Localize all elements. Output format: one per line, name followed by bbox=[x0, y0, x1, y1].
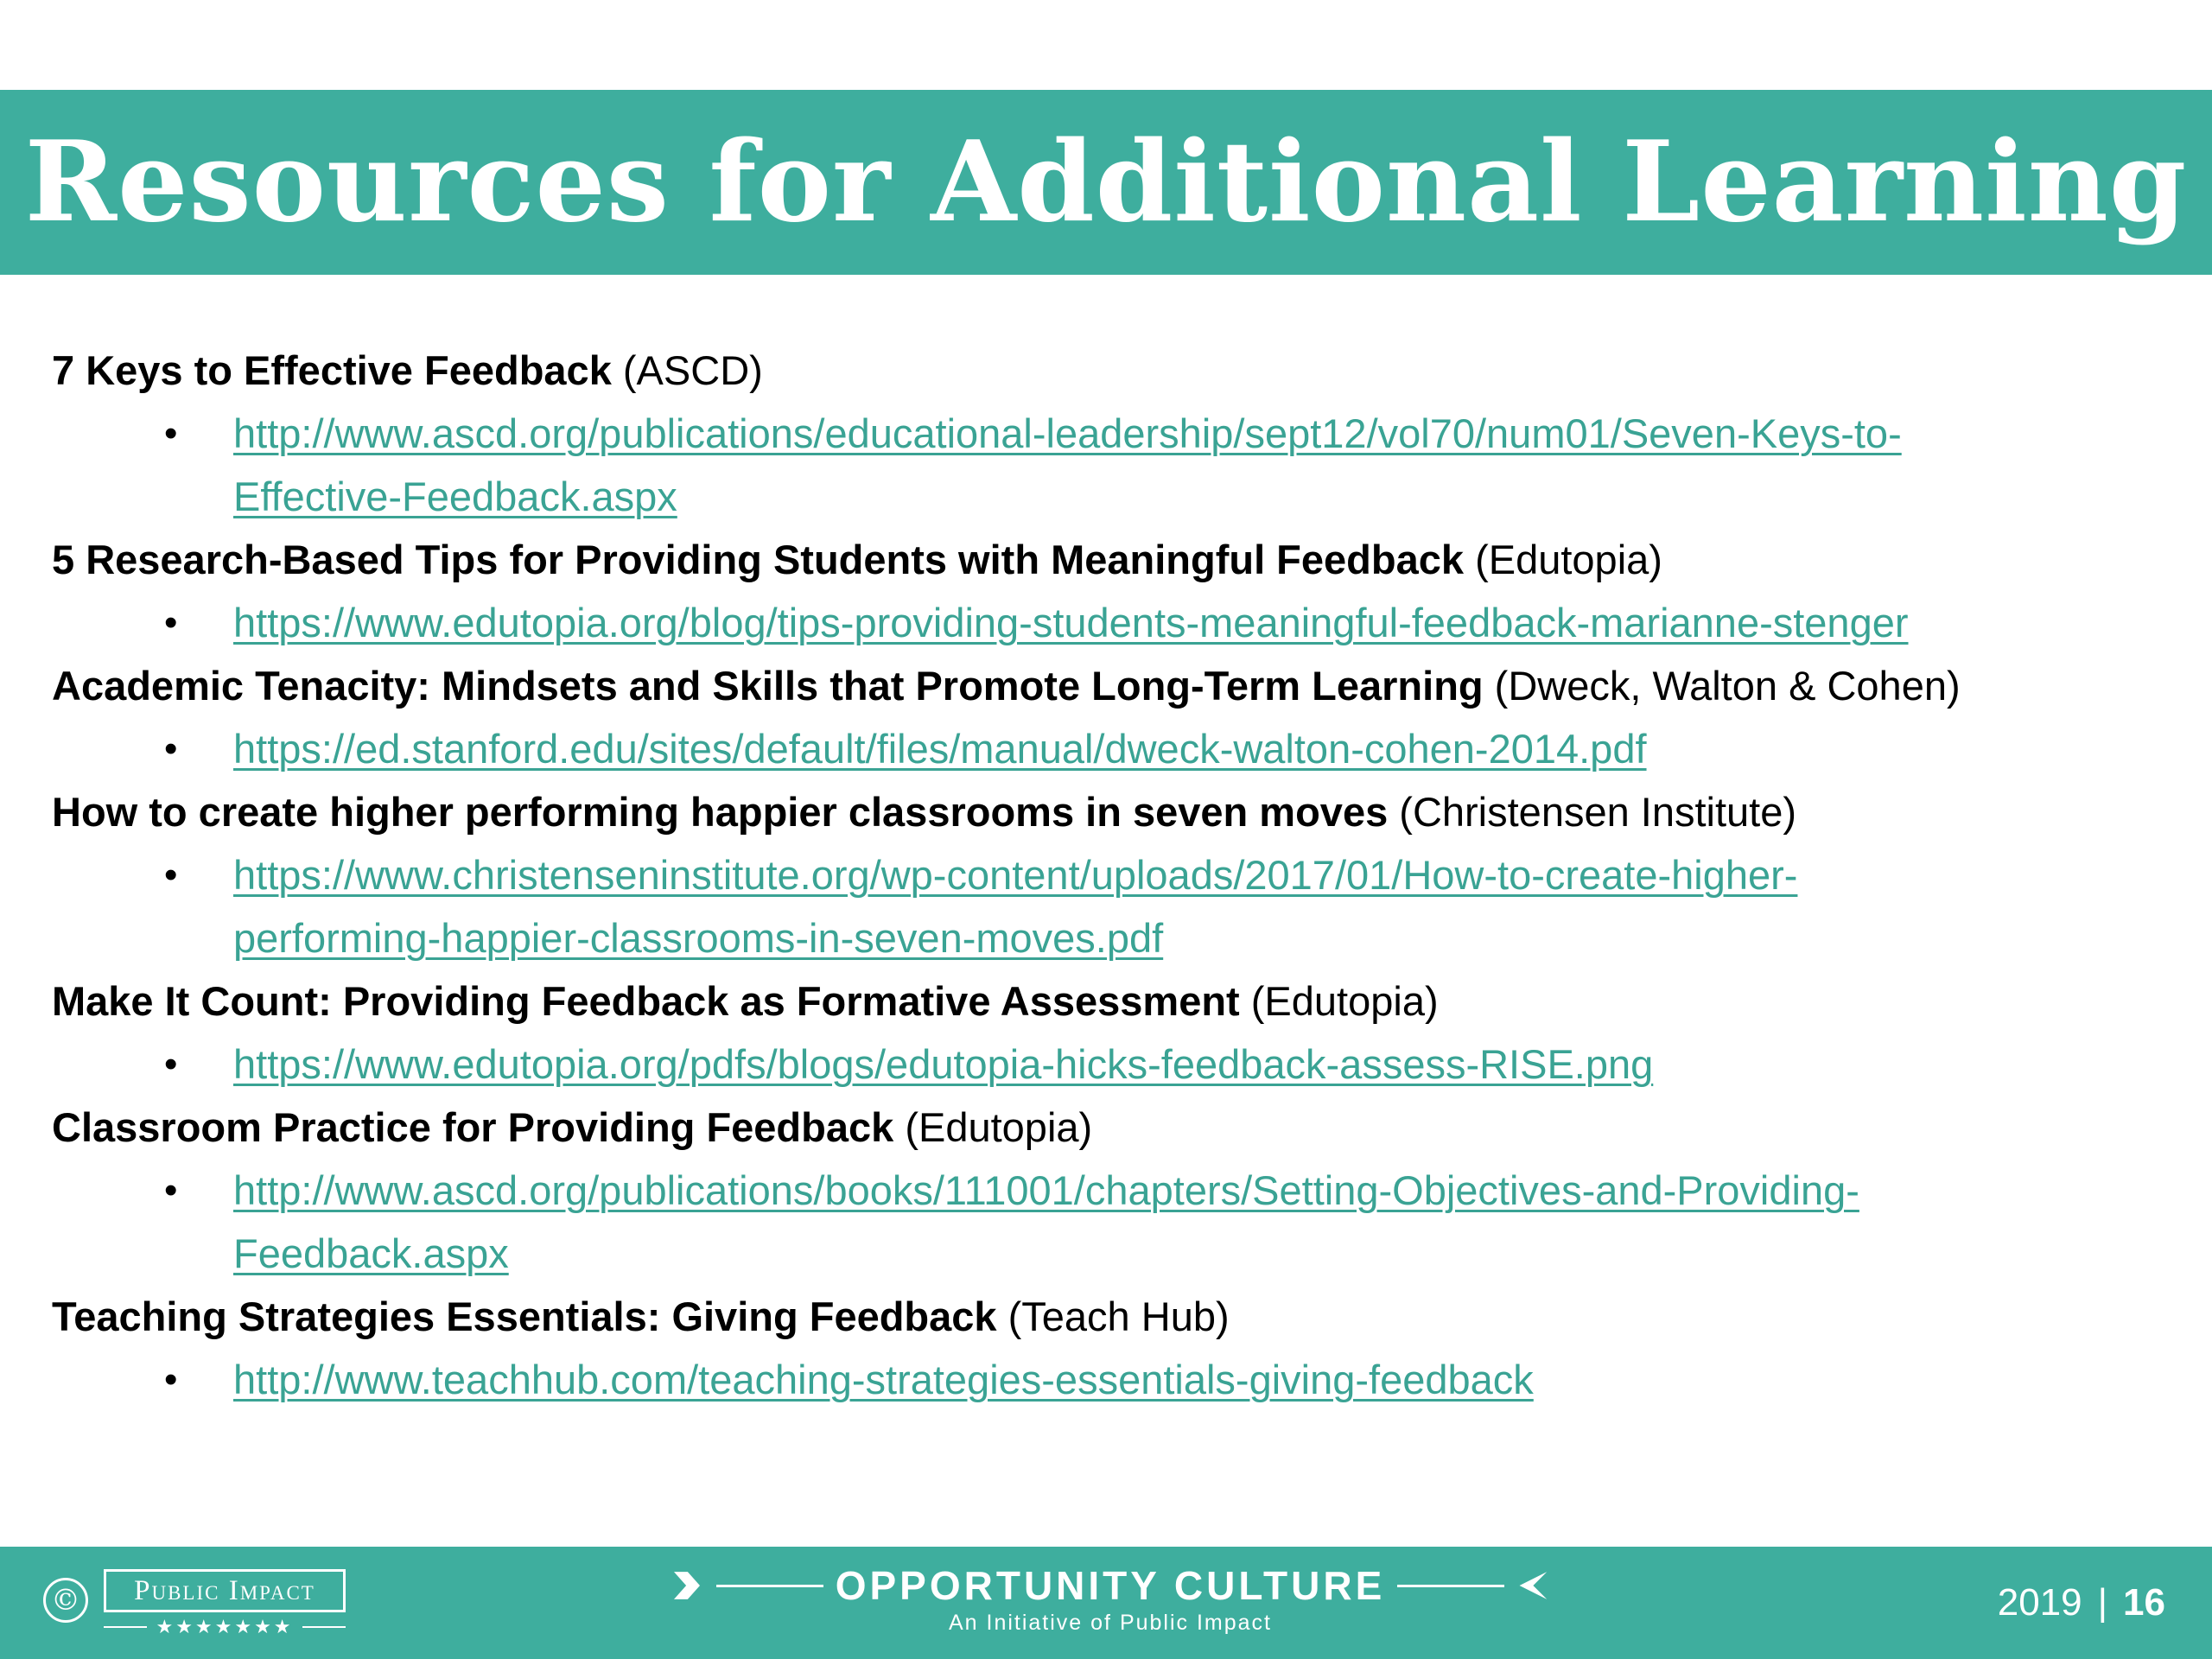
resource-link-row bbox=[52, 717, 2160, 780]
resource-entry bbox=[52, 1096, 2160, 1285]
resource-link[interactable]: https://www.edutopia.org/blog/tips-providing-students-meaningful-feedback-marianne-stenger bbox=[233, 600, 1909, 645]
link-line: http://www.ascd.org/publications/educational-leadership/sept12/vol70/num01/Seven-Keys-to- bbox=[233, 410, 1902, 456]
resource-link[interactable]: https://ed.stanford.edu/sites/default/files/manual/dweck-walton-cohen-2014.pdf bbox=[233, 726, 1647, 772]
bullet-icon: • bbox=[164, 601, 178, 644]
resource-entry bbox=[52, 780, 2160, 969]
resource-link[interactable] bbox=[233, 410, 1902, 519]
resource-heading bbox=[52, 1285, 2160, 1348]
divider bbox=[302, 1626, 346, 1628]
resource-list bbox=[52, 339, 2160, 1411]
public-impact-logo bbox=[104, 1569, 346, 1647]
resource-title: Classroom Practice for Providing Feedback bbox=[52, 1104, 894, 1150]
resource-title: 5 Research-Based Tips for Providing Students with Meaningful Feedback bbox=[52, 537, 1465, 582]
opportunity-culture-banner bbox=[674, 1562, 1547, 1609]
resource-title: Make It Count: Providing Feedback as Formative Assessment bbox=[52, 978, 1240, 1024]
resource-link-row bbox=[52, 1033, 2160, 1096]
resource-entry bbox=[52, 654, 2160, 780]
resource-entry bbox=[52, 1285, 2160, 1411]
resource-title: 7 Keys to Effective Feedback bbox=[52, 347, 612, 393]
resource-heading bbox=[52, 339, 2160, 402]
bullet-icon: • bbox=[164, 1043, 178, 1085]
opportunity-culture-title: OPPORTUNITY CULTURE bbox=[835, 1563, 1386, 1608]
resource-source: (Christensen Institute) bbox=[1388, 789, 1797, 835]
opportunity-culture-logo bbox=[674, 1562, 1547, 1649]
resource-source: (Teach Hub) bbox=[996, 1294, 1230, 1339]
link-line: http://www.ascd.org/publications/books/111001/chapters/Setting-Objectives-and-Providing- bbox=[233, 1167, 1859, 1213]
footer-bar bbox=[0, 1547, 2212, 1659]
resource-heading bbox=[52, 780, 2160, 843]
resource-entry bbox=[52, 528, 2160, 654]
resource-link[interactable]: http://www.teachhub.com/teaching-strategies-essentials-giving-feedback bbox=[233, 1357, 1534, 1402]
resource-heading bbox=[52, 654, 2160, 717]
title-bar bbox=[0, 90, 2212, 275]
arrow-head-icon bbox=[1516, 1570, 1547, 1601]
resource-source: (Edutopia) bbox=[1239, 978, 1439, 1024]
bullet-icon: • bbox=[164, 728, 178, 770]
slide-number-area bbox=[1998, 1581, 2165, 1624]
resource-title: How to create higher performing happier classrooms in seven moves bbox=[52, 789, 1389, 835]
resource-entry bbox=[52, 339, 2160, 528]
link-line: Feedback.aspx bbox=[233, 1230, 509, 1276]
divider bbox=[716, 1585, 823, 1587]
divider bbox=[1397, 1585, 1503, 1587]
resource-title: Teaching Strategies Essentials: Giving Feedback bbox=[52, 1294, 997, 1339]
stars-icon: ★★★★★★★ bbox=[156, 1616, 294, 1637]
separator: | bbox=[2097, 1581, 2108, 1624]
resource-link-row bbox=[52, 1348, 2160, 1411]
bullet-icon: • bbox=[164, 1169, 178, 1211]
copyright-icon: © bbox=[43, 1578, 88, 1623]
bullet-icon: • bbox=[164, 854, 178, 896]
link-line: Effective-Feedback.aspx bbox=[233, 474, 677, 519]
link-line: performing-happier-classrooms-in-seven-moves.pdf bbox=[233, 915, 1164, 961]
arrow-fletching-icon bbox=[674, 1570, 704, 1601]
divider bbox=[104, 1626, 147, 1628]
initiative-tagline: An Initiative of Public Impact bbox=[948, 1611, 1273, 1635]
link-line: https://www.christenseninstitute.org/wp-content/uploads/2017/01/How-to-create-higher- bbox=[233, 852, 1798, 898]
resource-link-row bbox=[52, 402, 2160, 528]
resource-link-row bbox=[52, 591, 2160, 654]
resource-link[interactable] bbox=[233, 1167, 1859, 1276]
resource-source: (Edutopia) bbox=[1464, 537, 1662, 582]
slide-number: 16 bbox=[2123, 1581, 2165, 1624]
resource-source: (ASCD) bbox=[611, 347, 763, 393]
slide-title: Resources for Additional Learning bbox=[24, 118, 2188, 247]
public-impact-name: Public Impact bbox=[104, 1569, 346, 1612]
year-label: 2019 bbox=[1997, 1581, 2082, 1624]
resource-source: (Dweck, Walton & Cohen) bbox=[1483, 663, 1961, 709]
resource-link[interactable]: https://www.edutopia.org/pdfs/blogs/edutopia-hicks-feedback-assess-RISE.png bbox=[233, 1041, 1654, 1087]
resource-entry bbox=[52, 969, 2160, 1096]
resource-heading bbox=[52, 1096, 2160, 1159]
bullet-icon: • bbox=[164, 412, 178, 454]
resource-source: (Edutopia) bbox=[893, 1104, 1093, 1150]
resource-link-row bbox=[52, 1159, 2160, 1285]
bullet-icon: • bbox=[164, 1358, 178, 1401]
resource-heading bbox=[52, 528, 2160, 591]
resource-link[interactable] bbox=[233, 852, 1797, 961]
resource-heading bbox=[52, 969, 2160, 1033]
resource-title: Academic Tenacity: Mindsets and Skills that Promote Long-Term Learning bbox=[52, 663, 1484, 709]
resource-link-row bbox=[52, 843, 2160, 969]
public-impact-stars bbox=[104, 1616, 346, 1638]
